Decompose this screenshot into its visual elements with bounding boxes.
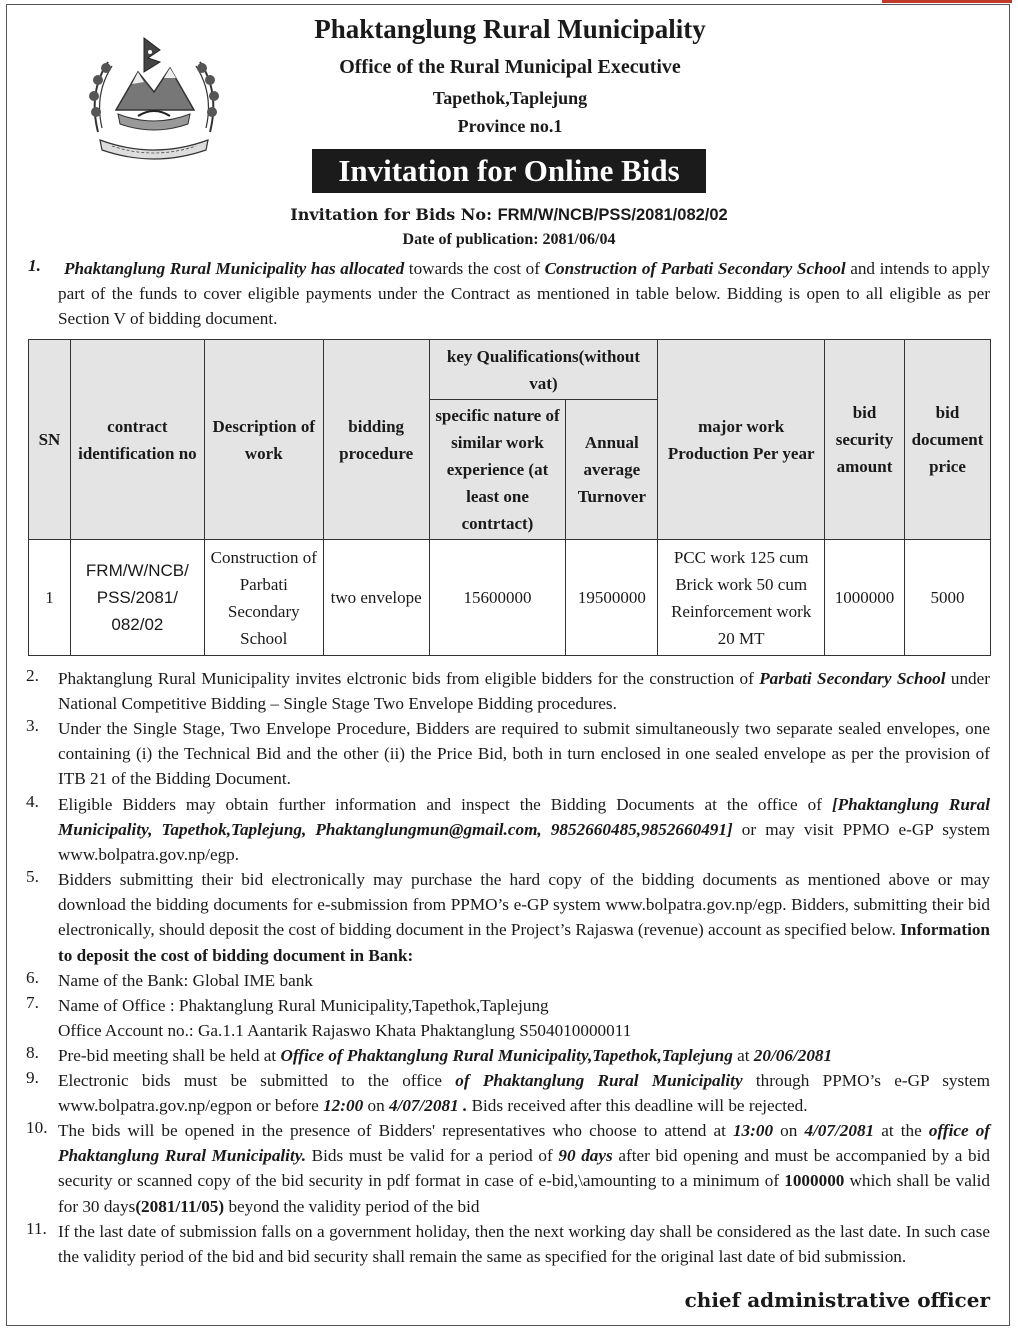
- nepal-emblem-icon: [78, 32, 230, 166]
- para7-number: 7.: [26, 993, 39, 1012]
- province: Province no.1: [457, 116, 563, 136]
- para10-number: 10.: [26, 1118, 48, 1137]
- para10-days: 90 days: [558, 1146, 613, 1166]
- header-annual-turnover: Annual average Turnover: [566, 400, 658, 540]
- para5-bank-info-heading: Information to deposit the cost of bidding document in Bank:: [58, 920, 990, 965]
- para5-text: Bidders submitting their bid electronically may purchase the hard copy of the bidding documents as mentioned above or may download the bidding documents for e-submission from PPMO’s e-GP system www.bolpatra.gov.np/egp. Bidders, submitting their bid electronically, should deposit the cost of bidding document in the Project’s Rajaswa (revenue) account as specified below.: [58, 870, 990, 940]
- cell-bid-security: 1000000: [825, 540, 905, 656]
- para10-valid-date: (2081/11/05): [135, 1196, 225, 1216]
- office-name: Office of the Rural Municipal Executive: [339, 56, 681, 78]
- para1-number: 1.: [28, 256, 41, 275]
- para9: [58, 1068, 990, 1118]
- para9-text-mid: through PPMO’s e-GP system www.bolpatra.gov.np/egpon or before: [58, 1071, 990, 1116]
- para2-text-rest: under National Competitive Bidding – Single Stage Two Envelope Bidding procedures.: [58, 669, 991, 714]
- para2: [58, 666, 990, 716]
- para10-valid-text: which shall be valid for 30 days: [58, 1171, 990, 1216]
- para9-time: 12:00: [323, 1096, 364, 1116]
- header-bid-security: bid security amount: [825, 340, 905, 540]
- para8-venue: Office of Phaktanglung Rural Municipality,Tapethok,Taplejung: [280, 1046, 733, 1065]
- para10-on: on: [773, 1121, 805, 1140]
- para9-number: 9.: [26, 1068, 39, 1087]
- para10-date: 4/07/2081: [804, 1121, 875, 1140]
- header-specific-experience: specific nature of similar work experience (at least one contrtact): [429, 400, 566, 540]
- publication-date-value: 2081/06/04: [542, 231, 616, 248]
- header-key-qualifications: key Qualifications(without vat): [429, 340, 658, 400]
- para6: Name of the Bank: Global IME bank: [58, 971, 313, 990]
- header-production: major work Production Per year: [658, 340, 825, 540]
- header-document-price: bid document price: [904, 340, 990, 540]
- para5: [58, 867, 990, 968]
- header-description: Description of work: [204, 340, 323, 540]
- para4-contact: [Phaktanglung Rural Municipality, Tapethok,Taplejung, Phaktanglungmun@gmail.com, 9852660485,9852660491]: [58, 795, 990, 840]
- para8-at: at: [732, 1046, 754, 1065]
- para11-number: 11.: [26, 1219, 47, 1238]
- para1-text: towards the cost of: [404, 259, 545, 278]
- para8-text: Pre-bid meeting shall be held at: [58, 1046, 281, 1065]
- cell-production: PCC work 125 cum Brick work 50 cum Reinforcement work 20 MT: [658, 540, 825, 656]
- para2-text: Phaktanglung Rural Municipality invites elctronic bids from eligible bidders for the construction of: [58, 669, 760, 688]
- cell-procedure: two envelope: [323, 540, 429, 656]
- para6-number: 6.: [26, 968, 39, 987]
- bid-number-value: FRM/W/NCB/PSS/2081/082/02: [497, 206, 728, 224]
- para3: Under the Single Stage, Two Envelope Procedure, Bidders are required to submit simultaneously two separate sealed envelopes, one containing (i) the Technical Bid and the other (ii) the Price Bid, both in turn enclosed in one sealed envelope as per the provision of ITB 21 of the Bidding Document.: [58, 719, 990, 789]
- para9-text: Electronic bids must be submitted to the office: [58, 1071, 456, 1090]
- cell-description: Construction of Parbati Secondary School: [204, 540, 323, 656]
- para9-date: 4/07/2081 .: [388, 1096, 468, 1116]
- para1-allocator: Phaktanglung Rural Municipality has allocated: [64, 259, 405, 278]
- para1-project: Construction of Parbati Secondary School: [544, 259, 846, 278]
- para10-at: at the: [874, 1121, 929, 1140]
- para8-date: 20/06/2081: [753, 1046, 833, 1065]
- para2-project: Parbati Secondary School: [759, 669, 946, 688]
- signature: chief administrative officer: [684, 1288, 990, 1312]
- cell-document-price: 5000: [904, 540, 990, 656]
- para5-number: 5.: [26, 867, 39, 886]
- bid-number: [0, 205, 1018, 225]
- table-row: [29, 540, 991, 656]
- para9-on: on: [363, 1096, 389, 1116]
- notice-title: Invitation for Online Bids: [312, 149, 706, 193]
- para9-text-rest: Bids received after this deadline will be rejected.: [467, 1096, 808, 1116]
- office-account: Office Account no.: Ga.1.1 Aantarik Rajaswo Khata Phaktanglung S504010000011: [58, 1021, 632, 1040]
- para10-text: The bids will be opened in the presence of Bidders' representatives who choose to attend at: [58, 1121, 733, 1140]
- para1-text-rest: and intends to apply part of the funds to cover eligible payments under the Contract as mentioned in table below. Bidding is open to all eligible as per Section V of bidding document.: [58, 259, 990, 329]
- para1: [58, 256, 990, 332]
- para8: [58, 1043, 990, 1068]
- cell-sn: 1: [29, 540, 71, 656]
- para4: [58, 792, 990, 868]
- para4-text: Eligible Bidders may obtain further information and inspect the Bidding Documents at the office of: [58, 795, 832, 814]
- bid-number-label: Invitation for Bids No:: [290, 205, 498, 224]
- para9-office: of Phaktanglung Rural Municipality: [455, 1071, 743, 1090]
- para7: Name of Office : Phaktanglung Rural Municipality,Tapethok,Taplejung: [58, 996, 549, 1015]
- cell-turnover: 19500000: [566, 540, 658, 656]
- para10-time: 13:00: [732, 1121, 774, 1140]
- top-red-mark: [882, 0, 1012, 3]
- para2-number: 2.: [26, 666, 39, 685]
- para10: [58, 1118, 990, 1219]
- para4-number: 4.: [26, 792, 39, 811]
- para8-number: 8.: [26, 1043, 39, 1062]
- para3-number: 3.: [26, 716, 39, 735]
- para10-validity-text: Bids must be valid for a period of: [306, 1146, 559, 1166]
- para10-text-rest: beyond the validity period of the bid: [224, 1196, 480, 1216]
- para10-security-text: after bid opening and must be accompanied by a bid security or scanned copy of the bid security in pdf format in case of e-bid,\amounting to a minimum of: [58, 1146, 990, 1191]
- municipality-title: Phaktanglung Rural Municipality: [314, 14, 706, 44]
- header-sn: SN: [29, 340, 71, 540]
- bid-table: [28, 339, 991, 656]
- header-bidding-procedure: bidding procedure: [323, 340, 429, 540]
- para11: If the last date of submission falls on a government holiday, then the next working day shall be considered as the last date. In such case the validity period of the bid and bid security shall remain the same as specified for the original last date of bid submission.: [58, 1222, 990, 1267]
- para4-text-rest: or may visit PPMO e-GP system www.bolpatra.gov.np/egp.: [58, 820, 990, 865]
- publication-date-label: Date of publication:: [402, 231, 543, 248]
- publication-date: [0, 231, 1018, 249]
- header-contract-id: contract identification no: [70, 340, 204, 540]
- para10-amount: 1000000: [784, 1171, 845, 1191]
- para10-office: office of Phaktanglung Rural Municipality.: [58, 1121, 991, 1166]
- cell-contract-id: FRM/W/NCB/ PSS/2081/ 082/02: [70, 540, 204, 656]
- office-address: Tapethok,Taplejung: [432, 88, 588, 108]
- cell-specific-experience: 15600000: [429, 540, 566, 656]
